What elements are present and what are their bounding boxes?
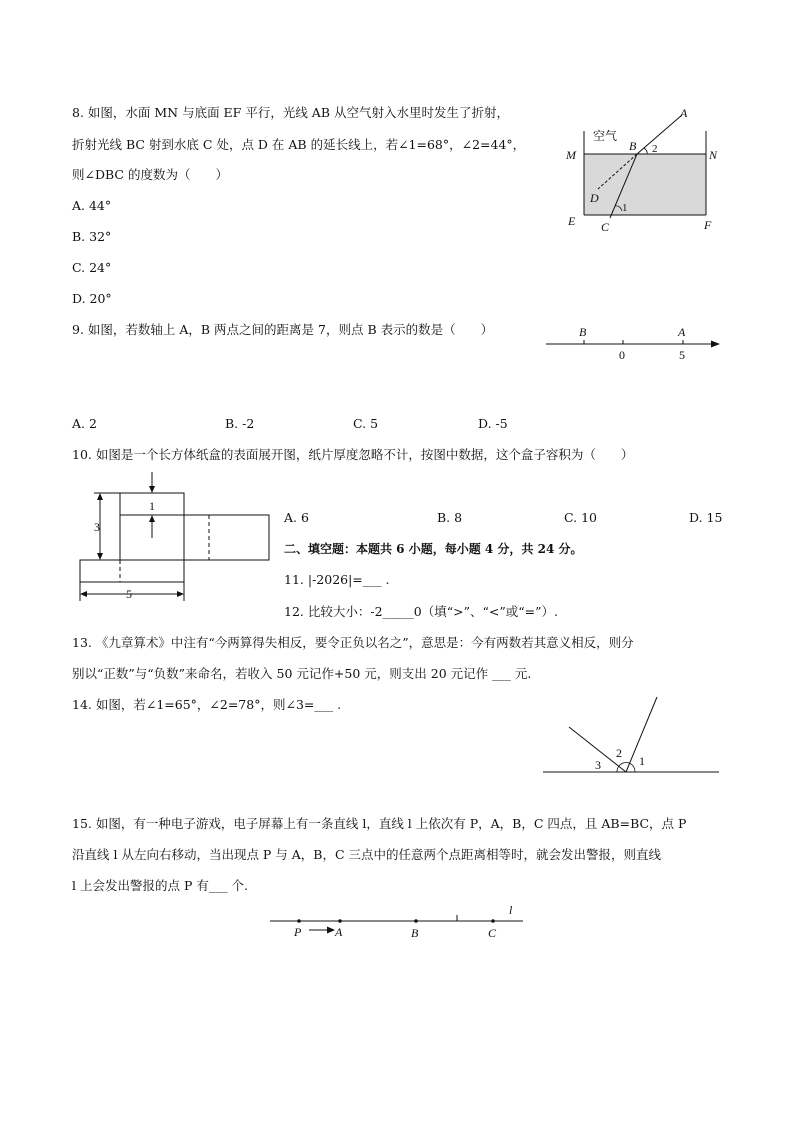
angle3-label: 3 bbox=[595, 758, 601, 772]
tick-five-label: 5 bbox=[679, 348, 685, 362]
dim1-top-arrowhead bbox=[149, 486, 155, 493]
section-2-heading: 二、填空题：本题共 6 小题，每小题 4 分，共 24 分。 bbox=[284, 542, 583, 556]
q9-number-line bbox=[540, 320, 730, 365]
dim1-label: 1 bbox=[149, 499, 155, 513]
q10-option-c: C. 10 bbox=[564, 510, 597, 525]
dim1-bottom-arrowhead bbox=[149, 515, 155, 522]
q14-text: 14. 如图，若∠1=65°，∠2=78°，则∠3=___ . bbox=[72, 697, 342, 712]
q15-line3: l 上会发出警报的点 P 有___ 个. bbox=[72, 878, 249, 893]
q9-option-d: D. -5 bbox=[478, 416, 508, 431]
label-a: A bbox=[335, 925, 343, 939]
label-c: C bbox=[488, 926, 497, 940]
move-arrowhead bbox=[327, 927, 335, 934]
label-f: F bbox=[704, 218, 712, 232]
q11-text: 11. |-2026|=___ . bbox=[284, 572, 390, 587]
label-m: M bbox=[566, 148, 576, 162]
q13-line2: 别以“正数”与“负数”来命名，若收入 50 元记作+50 元，则支出 20 元记作 ___ 元. bbox=[72, 666, 532, 681]
tick-zero-label: 0 bbox=[619, 348, 625, 362]
label-c: C bbox=[601, 220, 610, 234]
label-n: N bbox=[709, 148, 718, 162]
q8-option-d: D. 20° bbox=[72, 291, 112, 306]
net-right-strip bbox=[184, 515, 269, 560]
dim3-arrowhead-top bbox=[97, 493, 103, 500]
label-angle1: 1 bbox=[622, 202, 628, 214]
angle2-arc bbox=[644, 148, 647, 154]
point-a bbox=[338, 919, 342, 923]
label-air: 空气 bbox=[593, 129, 618, 143]
q10-option-d: D. 15 bbox=[689, 510, 723, 525]
q12-text: 12. 比较大小：-2_____0（填“>”、“<”或“=”）. bbox=[284, 604, 558, 619]
label-d: D bbox=[590, 191, 599, 205]
q10-option-b: B. 8 bbox=[437, 510, 463, 525]
label-b: B bbox=[629, 139, 637, 153]
q8-refraction-figure bbox=[560, 105, 730, 235]
q8-option-c: C. 24° bbox=[72, 260, 112, 275]
ray-ab bbox=[637, 115, 682, 154]
point-p bbox=[297, 919, 301, 923]
label-angle2: 2 bbox=[652, 143, 658, 155]
q8-option-a: A. 44° bbox=[72, 198, 112, 213]
point-a-label: A bbox=[678, 325, 686, 339]
q13-line1: 13. 《九章算术》中注有“今两算得失相反，要令正负以名之”，意思是：今有两数若其意义相反，则分 bbox=[72, 635, 634, 650]
point-b-label: B bbox=[579, 325, 587, 339]
label-l: l bbox=[509, 903, 513, 917]
q10-box-net-figure bbox=[72, 470, 277, 605]
q15-line1: 15. 如图，有一种电子游戏，电子屏幕上有一条直线 l，直线 l 上依次有 P，A，B，C 四点，且 AB=BC，点 P bbox=[72, 816, 687, 831]
q9-text: 9. 如图，若数轴上 A，B 两点之间的距离是 7，则点 B 表示的数是（ ） bbox=[72, 322, 494, 337]
q15-line2: 沿直线 l 从左向右移动，当出现点 P 与 A，B，C 三点中的任意两个点距离相等时，就会发出警报，则直线 bbox=[72, 847, 662, 862]
dim3-label: 3 bbox=[94, 520, 100, 534]
dim5-label: 5 bbox=[126, 587, 132, 601]
dim5-arrowhead-right bbox=[177, 591, 184, 597]
label-e: E bbox=[568, 214, 576, 228]
net-bottom-face bbox=[80, 560, 184, 582]
q10-text: 10. 如图是一个长方体纸盒的表面展开图，纸片厚度忽略不计，按图中数据，这个盒子容积为（ ） bbox=[72, 447, 634, 462]
q8-option-b: B. 32° bbox=[72, 229, 112, 244]
q9-option-c: C. 5 bbox=[353, 416, 379, 431]
label-b: B bbox=[411, 926, 419, 940]
dim3-arrowhead-bottom bbox=[97, 553, 103, 560]
angle1-label: 1 bbox=[639, 754, 645, 768]
point-b bbox=[414, 919, 418, 923]
q8-line1: 8. 如图，水面 MN 与底面 EF 平行，光线 AB 从空气射入水里时发生了折射， bbox=[72, 105, 509, 120]
q15-line-figure bbox=[265, 900, 530, 945]
q10-option-a: A. 6 bbox=[284, 510, 309, 525]
q9-option-a: A. 2 bbox=[72, 416, 97, 431]
q8-line2: 折射光线 BC 射到水底 C 处，点 D 在 AB 的延长线上，若∠1=68°，∠2=44°， bbox=[72, 137, 526, 152]
point-c bbox=[491, 919, 495, 923]
axis-arrow bbox=[711, 341, 720, 348]
angle2-label: 2 bbox=[616, 746, 622, 760]
label-p: P bbox=[294, 925, 302, 939]
q14-angle-figure bbox=[540, 695, 725, 780]
dim5-arrowhead-left bbox=[80, 591, 87, 597]
q8-line3: 则∠DBC 的度数为（ ） bbox=[72, 167, 228, 182]
q9-option-b: B. -2 bbox=[225, 416, 255, 431]
label-a: A bbox=[680, 106, 688, 120]
